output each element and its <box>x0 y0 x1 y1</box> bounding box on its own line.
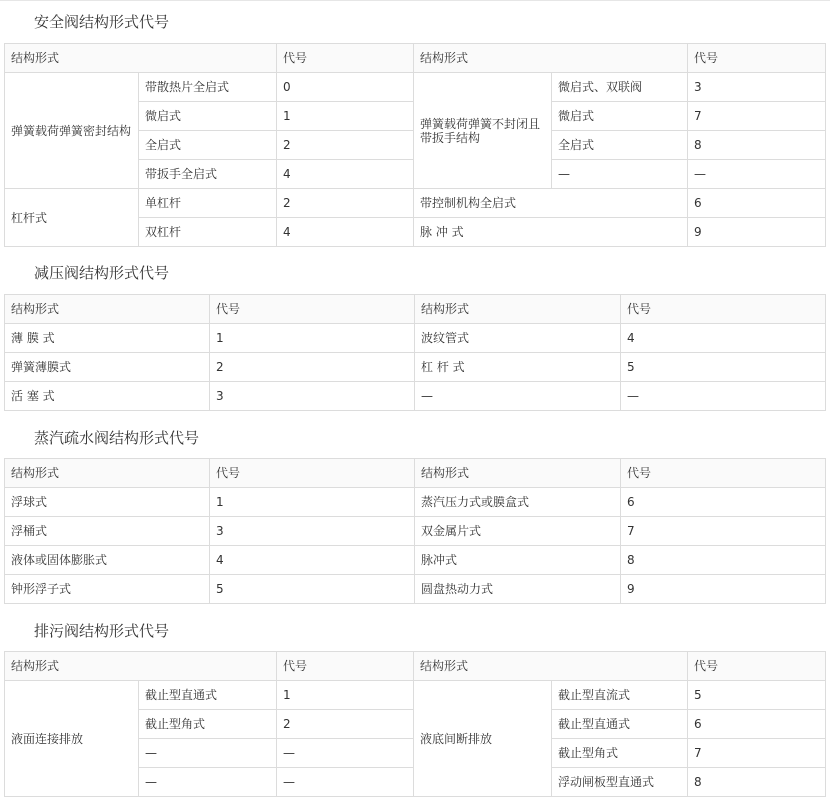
cell-code: 8 <box>688 768 826 797</box>
cell-structure: 带散热片全启式 <box>139 73 277 102</box>
section-title-pressure-reducing-valve: 减压阀结构形式代号 <box>34 264 170 282</box>
cell-structure: 全启式 <box>552 131 688 160</box>
cell-structure: 杠 杆 式 <box>415 353 621 382</box>
cell-structure: 全启式 <box>139 131 277 160</box>
header-code: 代号 <box>688 652 826 681</box>
section-title-steam-trap: 蒸汽疏水阀结构形式代号 <box>34 429 200 447</box>
header-code: 代号 <box>210 295 415 324</box>
table-row <box>5 324 826 353</box>
cell-code: 4 <box>277 218 414 247</box>
table-row <box>5 517 826 546</box>
cell-code: 7 <box>688 739 826 768</box>
header-structure: 结构形式 <box>415 459 621 488</box>
table-row <box>5 189 826 218</box>
header-structure: 结构形式 <box>5 652 277 681</box>
table-row <box>5 73 826 102</box>
cell-code: 1 <box>277 102 414 131</box>
safety-valve-table <box>4 43 826 247</box>
section-title-blowdown-valve: 排污阀结构形式代号 <box>34 622 170 640</box>
table-row <box>5 382 826 411</box>
header-structure: 结构形式 <box>414 652 688 681</box>
cell-code: 6 <box>688 189 826 218</box>
cell-structure: 双杠杆 <box>139 218 277 247</box>
header-code: 代号 <box>688 44 826 73</box>
cell-code: 0 <box>277 73 414 102</box>
cell-structure: 截止型直通式 <box>139 681 277 710</box>
cell-code: 1 <box>210 488 415 517</box>
cell-structure: 弹簧薄膜式 <box>5 353 210 382</box>
table-header-row <box>5 459 826 488</box>
table-header-row <box>5 295 826 324</box>
cell-code: 4 <box>210 546 415 575</box>
table-row <box>5 546 826 575</box>
cell-code: 2 <box>210 353 415 382</box>
cell-code: — <box>688 160 826 189</box>
cell-code: — <box>277 768 414 797</box>
cell-code: 5 <box>210 575 415 604</box>
cell-structure: 单杠杆 <box>139 189 277 218</box>
table-row <box>5 575 826 604</box>
table-row <box>5 353 826 382</box>
cell-structure: 微启式 <box>139 102 277 131</box>
cell-structure: 波纹管式 <box>415 324 621 353</box>
group-label: 杠杆式 <box>5 189 139 247</box>
cell-structure: 微启式、双联阀 <box>552 73 688 102</box>
cell-structure: 双金属片式 <box>415 517 621 546</box>
cell-structure: 活 塞 式 <box>5 382 210 411</box>
cell-code: 9 <box>621 575 826 604</box>
header-code: 代号 <box>277 652 414 681</box>
cell-code: 5 <box>688 681 826 710</box>
cell-structure: — <box>415 382 621 411</box>
top-divider <box>0 0 830 1</box>
cell-structure: 薄 膜 式 <box>5 324 210 353</box>
cell-code: 5 <box>621 353 826 382</box>
table-header-row <box>5 44 826 73</box>
cell-structure: 脉 冲 式 <box>414 218 688 247</box>
cell-code: — <box>621 382 826 411</box>
cell-structure: 浮球式 <box>5 488 210 517</box>
cell-structure: 截止型直流式 <box>552 681 688 710</box>
cell-code: 3 <box>210 382 415 411</box>
table-row <box>5 488 826 517</box>
cell-code: 2 <box>277 131 414 160</box>
group-label: 液底间断排放 <box>414 681 552 797</box>
cell-code: 7 <box>688 102 826 131</box>
pressure-reducing-valve-table <box>4 294 826 411</box>
group-label: 液面连接排放 <box>5 681 139 797</box>
table-row <box>5 681 826 710</box>
cell-code: 4 <box>621 324 826 353</box>
cell-code: 1 <box>210 324 415 353</box>
table-header-row <box>5 652 826 681</box>
cell-structure: 截止型角式 <box>139 710 277 739</box>
header-code: 代号 <box>621 459 826 488</box>
cell-structure: 截止型直通式 <box>552 710 688 739</box>
cell-code: 2 <box>277 189 414 218</box>
cell-structure: 带扳手全启式 <box>139 160 277 189</box>
cell-structure: — <box>552 160 688 189</box>
cell-structure: 圆盘热动力式 <box>415 575 621 604</box>
group-label: 弹簧载荷弹簧密封结构 <box>5 73 139 189</box>
cell-structure: 钟形浮子式 <box>5 575 210 604</box>
cell-structure: 浮桶式 <box>5 517 210 546</box>
cell-code: 6 <box>688 710 826 739</box>
cell-code: 4 <box>277 160 414 189</box>
group-label: 弹簧载荷弹簧不封闭且带扳手结构 <box>414 73 552 189</box>
blowdown-valve-table <box>4 651 826 797</box>
cell-structure: — <box>139 768 277 797</box>
header-structure: 结构形式 <box>5 295 210 324</box>
cell-structure: — <box>139 739 277 768</box>
cell-structure: 带控制机构全启式 <box>414 189 688 218</box>
cell-code: — <box>277 739 414 768</box>
header-structure: 结构形式 <box>5 459 210 488</box>
cell-structure: 液体或固体膨胀式 <box>5 546 210 575</box>
cell-code: 9 <box>688 218 826 247</box>
cell-structure: 截止型角式 <box>552 739 688 768</box>
cell-structure: 微启式 <box>552 102 688 131</box>
header-code: 代号 <box>277 44 414 73</box>
cell-code: 8 <box>621 546 826 575</box>
cell-code: 7 <box>621 517 826 546</box>
header-structure: 结构形式 <box>415 295 621 324</box>
cell-structure: 脉冲式 <box>415 546 621 575</box>
cell-code: 3 <box>688 73 826 102</box>
header-code: 代号 <box>210 459 415 488</box>
section-title-safety-valve: 安全阀结构形式代号 <box>34 13 170 31</box>
cell-code: 2 <box>277 710 414 739</box>
cell-code: 8 <box>688 131 826 160</box>
header-code: 代号 <box>621 295 826 324</box>
cell-structure: 蒸汽压力式或膜盒式 <box>415 488 621 517</box>
header-structure: 结构形式 <box>5 44 277 73</box>
header-structure: 结构形式 <box>414 44 688 73</box>
cell-code: 3 <box>210 517 415 546</box>
cell-code: 6 <box>621 488 826 517</box>
cell-code: 1 <box>277 681 414 710</box>
steam-trap-table <box>4 458 826 604</box>
cell-structure: 浮动闸板型直通式 <box>552 768 688 797</box>
